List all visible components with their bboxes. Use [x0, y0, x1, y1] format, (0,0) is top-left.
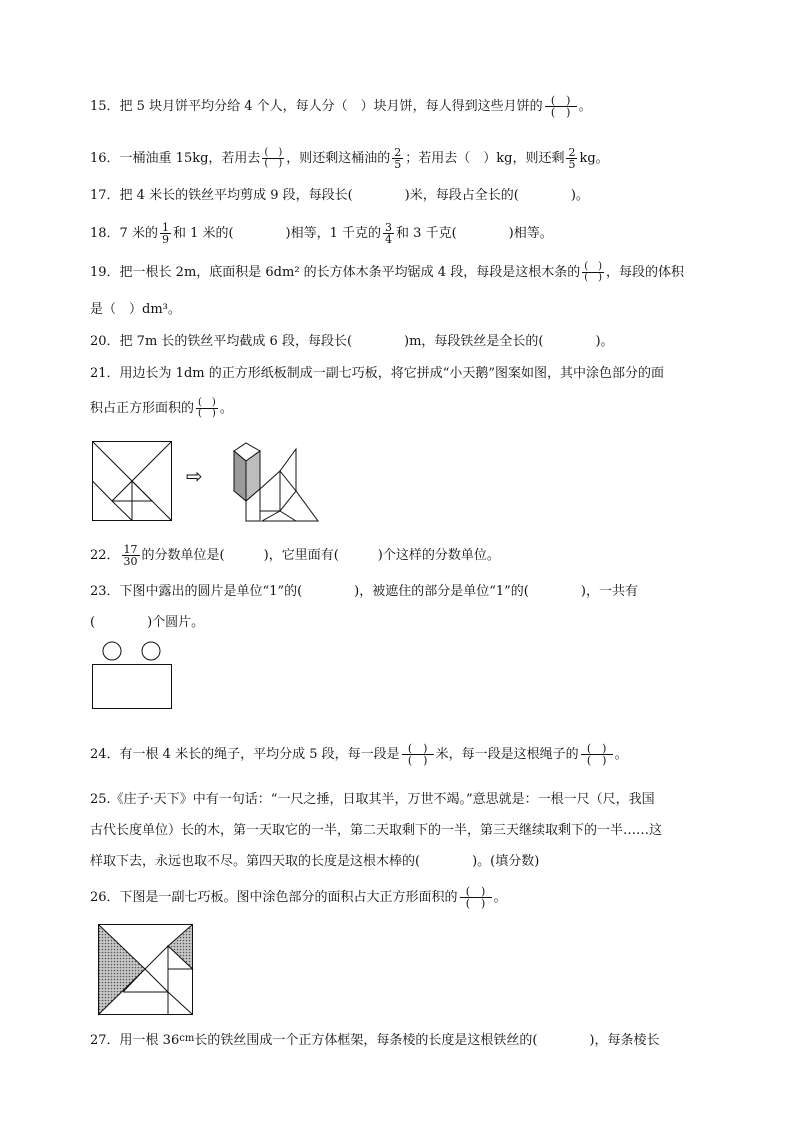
fraction-2-5: $\frac{2}{5}$: [568, 146, 576, 171]
question-25: 25.《庄子·天下》中有一句话：“一尺之捶，日取其半，万世不竭。”意思就是：一根一尺（尺，我国: [90, 792, 655, 807]
fraction-1-9: $\frac{1}{9}$: [161, 221, 169, 246]
fraction-blank: ( ) ( ): [584, 261, 603, 283]
fraction-3-4: $\frac{3}{4}$: [385, 221, 393, 246]
right-arrow-icon: ⇨: [186, 464, 203, 488]
covered-discs-figure: [92, 640, 172, 710]
tangram-shaded-figure: [98, 924, 194, 1016]
question-27: 27．用一根 $36^{cm}$长的铁丝围成一个正方体框架，每条棱的长度是这根铁丝的( )，每条棱长: [90, 1033, 660, 1048]
fraction-blank: ( ) ( ): [460, 886, 492, 909]
question-18: 18．7 米的 $\frac{1}{9}$ 和 1 米的( )相等，1 千克的 $\frac{3}{4}$ 和 3 千克( )相等。: [90, 221, 553, 246]
question-23-cont: ( )个圆片。: [90, 615, 205, 630]
question-26: 26．下图是一副七巧板。图中涂色部分的面积占大正方形面积的 ( ) ( ) 。: [90, 885, 507, 910]
fraction-17-30: $\frac{17}{30}$: [123, 543, 138, 568]
swan-tangram-figure: [228, 441, 320, 523]
question-21: 21．用边长为 1dm 的正方形纸板制成一副七巧板，将它拼成“小天鹅”图案如图，其中涂色部分的面: [90, 366, 665, 381]
question-19: 19．把一根长 2m，底面积是 6dm² 的长方体木条平均锯成 4 段，每段是这根木条的 ( ) ( ) ，每段的体积: [90, 261, 685, 283]
fraction-blank: ( ) ( ): [545, 95, 577, 118]
fraction-blank: ( ) ( ): [581, 743, 613, 766]
question-25-line2: 古代长度单位）长的木，第一天取它的一半，第二天取剩下的一半，第三天继续取剩下的一半……这: [90, 823, 663, 838]
question-16: 16．一桶油重 15kg，若用去 ( ) ( ) ，则还剩这桶油的 $\frac{2}{5}$ ；若用去（ ）kg，则还剩 $\frac{2}{5}$ kg。: [90, 146, 609, 171]
question-24: 24．有一根 4 米长的绳子，平均分成 5 段，每一段是 ( ) ( ) 米，每一段是这根绳子的 ( ) ( ) 。: [90, 742, 628, 767]
fraction-blank: ( ) ( ): [264, 147, 283, 169]
question-19-cont: 是（ ）dm³。: [90, 302, 181, 317]
question-15: 15．把 5 块月饼平均分给 4 个人，每人分（ ）块月饼，每人得到这些月饼的 ( ) ( ) 。: [90, 94, 592, 119]
question-22: 22． $\frac{17}{30}$ 的分数单位是( )，它里面有( )个这样的分数单位。: [90, 543, 500, 568]
question-20: 20．把 7m 长的铁丝平均截成 6 段，每段长( )m，每段铁丝是全长的( )。: [90, 334, 614, 349]
question-23: 23．下图中露出的圆片是单位“1”的( )，被遮住的部分是单位“1”的( )，一共有: [90, 584, 638, 599]
question-25-line3: 样取下去，永远也取不尽。第四天取的长度是这根木棒的( )。(填分数): [90, 854, 540, 869]
tangram-square-figure: [92, 441, 172, 521]
question-21-cont: 积占正方形面积的 ( ) ( ) 。: [90, 397, 233, 419]
question-17: 17．把 4 米长的铁丝平均剪成 9 段，每段长( )米，每段占全长的( )。: [90, 188, 589, 203]
fraction-blank: ( ) ( ): [198, 397, 216, 419]
fraction-blank: ( ) ( ): [402, 743, 434, 766]
fraction-2-5: $\frac{2}{5}$: [394, 146, 402, 171]
